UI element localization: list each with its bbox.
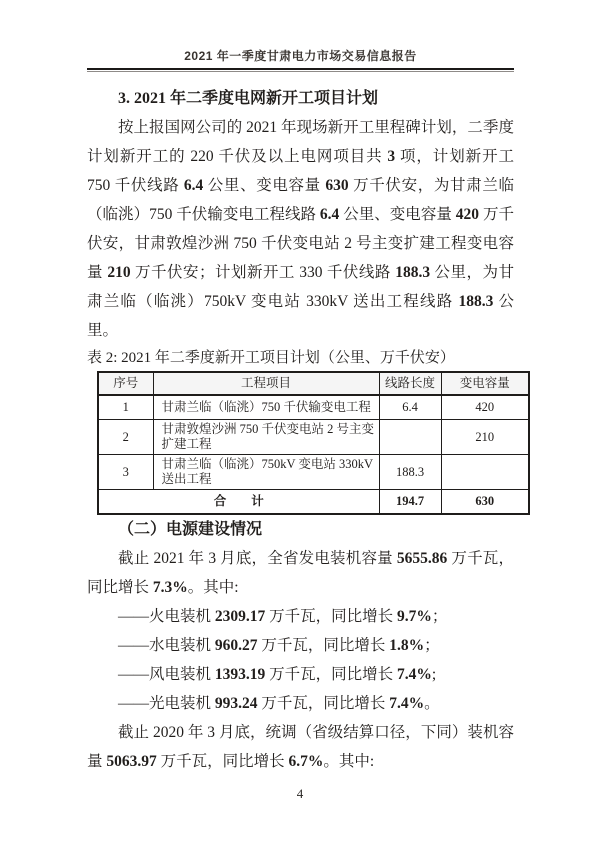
header-rule-thin-line	[87, 71, 514, 72]
header-rule-thick-line	[87, 68, 514, 70]
table-row	[98, 395, 529, 420]
cell-line-length: 6.4	[379, 395, 441, 420]
list-item-thermal-power: ——火电装机 2309.17 万千瓦，同比增长 9.7%；	[118, 608, 448, 625]
new-projects-table	[97, 371, 530, 515]
cell-project: 甘肃兰临（临洮）750kV 变电站 330kV 送出工程	[153, 455, 379, 490]
cell-index: 1	[98, 395, 153, 420]
list-item-solar-power: ——光电装机 993.24 万千瓦，同比增长 7.4%。	[118, 695, 440, 712]
cell-capacity: 420	[441, 395, 529, 420]
document-body	[87, 84, 514, 776]
table-total-row	[98, 490, 529, 515]
table-caption: 表 2: 2021 年二季度新开工项目计划（公里、万千伏安）	[87, 350, 455, 366]
column-header-line-length: 线路长度	[379, 372, 441, 395]
cell-project: 甘肃敦煌沙洲 750 千伏变电站 2 号主变扩建工程	[153, 420, 379, 455]
cell-capacity: 210	[441, 420, 529, 455]
column-header-index: 序号	[98, 372, 153, 395]
cell-line-length: 188.3	[379, 455, 441, 490]
section-heading-grid-projects: 3. 2021 年二季度电网新开工项目计划	[118, 90, 379, 107]
cell-total-label: 合 计	[98, 490, 379, 515]
header-rule	[87, 68, 514, 72]
list-item-wind-power: ——风电装机 1393.19 万千瓦，同比增长 7.4%;	[118, 666, 437, 683]
paragraph-installed-capacity-2020: 截止 2020 年 3 月底，统调（省级结算口径，下同）装机容量 5063.97 万千瓦，同比增长 6.7%。其中:	[87, 724, 514, 770]
cell-line-length	[379, 420, 441, 455]
table-header-row	[98, 372, 529, 395]
running-header-title: 2021 年一季度甘肃电力市场交易信息报告	[184, 49, 417, 63]
paragraph-installed-capacity-2021: 截止 2021 年 3 月底，全省发电装机容量 5655.86 万千瓦，同比增长 7.3%。其中:	[87, 550, 514, 596]
list-item-hydro-power: ——水电装机 960.27 万千瓦，同比增长 1.8%；	[118, 637, 440, 654]
cell-project: 甘肃兰临（临洮）750 千伏输变电工程	[153, 395, 379, 420]
table-row	[98, 420, 529, 455]
cell-index: 2	[98, 420, 153, 455]
cell-total-line-length: 194.7	[379, 490, 441, 515]
cell-index: 3	[98, 455, 153, 490]
page-number: 4	[296, 786, 304, 801]
paragraph-grid-projects: 按上报国网公司的 2021 年现场新开工里程碑计划，二季度计划新开工的 220 千伏及以上电网项目共 3 项，计划新开工 750 千伏线路 6.4 公里、变电容量 630 万千伏安，为甘肃兰临（临洮）750 千伏输变电工程线路 6.4 公里、变电容量 420 万千伏安，甘肃敦煌沙洲 750 千伏变电站 2 号主变扩建工程变电容量 210 万千伏安；计划新开工 330 千伏线路 188.3 公里，为甘肃兰临（临洮）750kV 变电站 330kV 送出工程线路 188.3 公里。	[87, 119, 514, 339]
column-header-capacity: 变电容量	[441, 372, 529, 395]
cell-total-capacity: 630	[441, 490, 529, 515]
section-heading-power-construction: （二）电源建设情况	[118, 521, 263, 538]
column-header-project: 工程项目	[153, 372, 379, 395]
cell-capacity	[441, 455, 529, 490]
table-row	[98, 455, 529, 490]
